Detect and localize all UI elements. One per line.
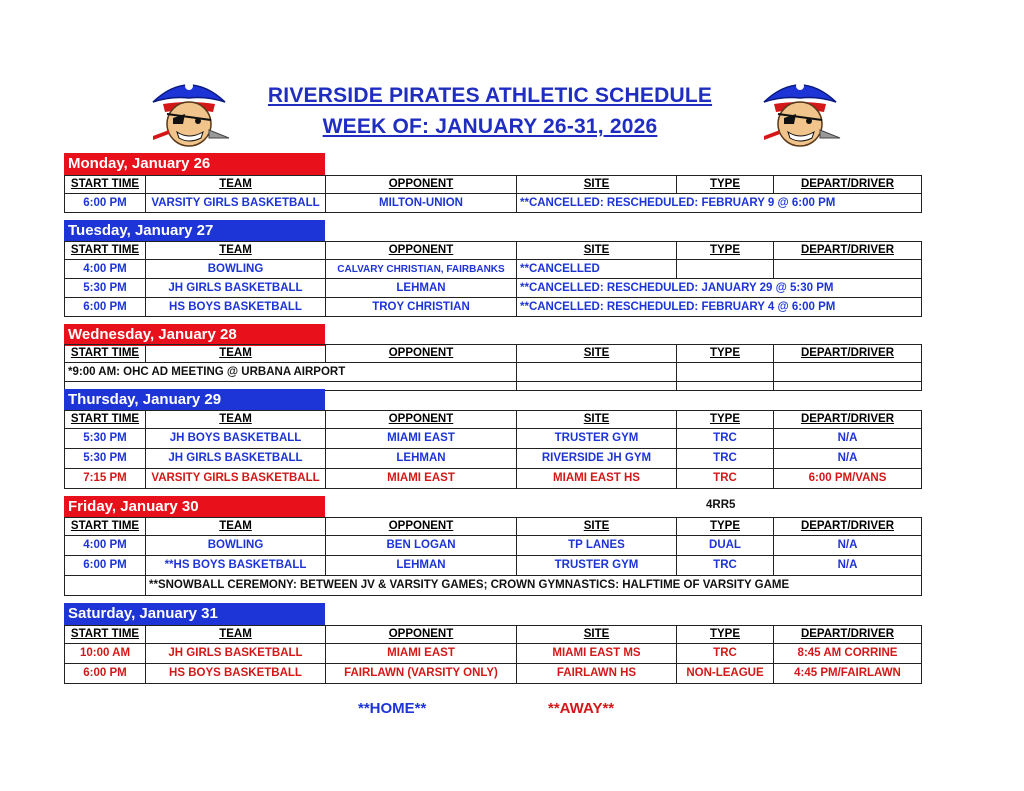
day-header-wednesday: Wednesday, January 28 — [64, 324, 325, 346]
day-header-tuesday: Tuesday, January 27 — [64, 220, 325, 242]
day-header-monday: Monday, January 26 — [64, 153, 325, 175]
col-type: TYPE — [677, 626, 774, 644]
table-row — [65, 363, 922, 382]
thursday-table — [64, 410, 922, 489]
opponent: BEN LOGAN — [326, 536, 517, 556]
start-time: 5:30 PM — [65, 449, 146, 469]
type: NON-LEAGUE — [677, 664, 774, 684]
col-opponent: OPPONENT — [326, 626, 517, 644]
saturday-table — [64, 625, 922, 684]
type: TRC — [677, 556, 774, 576]
start-time: 5:30 PM — [65, 279, 146, 298]
opponent: FAIRLAWN (VARSITY ONLY) — [326, 664, 517, 684]
empty-cell — [774, 363, 922, 382]
team: JH GIRLS BASKETBALL — [146, 449, 326, 469]
table-row — [65, 298, 922, 317]
col-opponent: OPPONENT — [326, 411, 517, 429]
col-depart-driver: DEPART/DRIVER — [774, 518, 922, 536]
col-opponent: OPPONENT — [326, 518, 517, 536]
col-team: TEAM — [146, 626, 326, 644]
col-team: TEAM — [146, 518, 326, 536]
col-site: SITE — [517, 518, 677, 536]
empty-cell — [677, 363, 774, 382]
team: HS BOYS BASKETBALL — [146, 298, 326, 317]
table-row — [65, 279, 922, 298]
header-row — [65, 176, 922, 194]
opponent: MILTON-UNION — [326, 194, 517, 213]
start-time: 6:00 PM — [65, 194, 146, 213]
start-time: 10:00 AM — [65, 644, 146, 664]
opponent: LEHMAN — [326, 279, 517, 298]
start-time: 4:00 PM — [65, 536, 146, 556]
col-opponent: OPPONENT — [326, 345, 517, 363]
site: MIAMI EAST HS — [517, 469, 677, 489]
meeting-note: *9:00 AM: OHC AD MEETING @ URBANA AIRPORT — [65, 363, 517, 382]
depart-driver: 4:45 PM/FAIRLAWN — [774, 664, 922, 684]
depart-driver: N/A — [774, 536, 922, 556]
empty-cell — [774, 382, 922, 391]
site: TRUSTER GYM — [517, 556, 677, 576]
cancellation-note: **CANCELLED: RESCHEDULED: FEBRUARY 9 @ 6:00 PM — [517, 194, 922, 213]
table-row — [65, 644, 922, 664]
col-team: TEAM — [146, 176, 326, 194]
col-site: SITE — [517, 626, 677, 644]
col-site: SITE — [517, 411, 677, 429]
friday-table — [64, 517, 922, 596]
header-row — [65, 345, 922, 363]
monday-table — [64, 175, 922, 213]
team: **HS BOYS BASKETBALL — [146, 556, 326, 576]
type — [677, 260, 774, 279]
col-team: TEAM — [146, 242, 326, 260]
team: JH BOYS BASKETBALL — [146, 429, 326, 449]
opponent: MIAMI EAST — [326, 429, 517, 449]
col-type: TYPE — [677, 345, 774, 363]
depart-driver — [774, 260, 922, 279]
pirate-logo-right-icon — [758, 72, 842, 152]
col-depart-driver: DEPART/DRIVER — [774, 345, 922, 363]
col-depart-driver: DEPART/DRIVER — [774, 242, 922, 260]
empty-cell — [517, 382, 677, 391]
type: DUAL — [677, 536, 774, 556]
legend-away: **AWAY** — [548, 700, 615, 717]
team: VARSITY GIRLS BASKETBALL — [146, 469, 326, 489]
col-start-time: START TIME — [65, 626, 146, 644]
header-row — [65, 626, 922, 644]
start-time: 6:00 PM — [65, 298, 146, 317]
col-type: TYPE — [677, 411, 774, 429]
depart-driver: N/A — [774, 556, 922, 576]
opponent: CALVARY CHRISTIAN, FAIRBANKS — [326, 260, 517, 279]
col-type: TYPE — [677, 176, 774, 194]
wednesday-table — [64, 344, 922, 391]
cancellation-note: **CANCELLED: RESCHEDULED: FEBRUARY 4 @ 6:00 PM — [517, 298, 922, 317]
opponent: TROY CHRISTIAN — [326, 298, 517, 317]
tuesday-table — [64, 241, 922, 317]
day-header-saturday: Saturday, January 31 — [64, 603, 325, 625]
site: TRUSTER GYM — [517, 429, 677, 449]
legend-home: **HOME** — [358, 700, 427, 717]
col-site: SITE — [517, 345, 677, 363]
opponent: MIAMI EAST — [326, 469, 517, 489]
empty-cell — [677, 382, 774, 391]
table-row — [65, 194, 922, 213]
empty-cell — [65, 576, 146, 596]
cancellation-note: **CANCELLED: RESCHEDULED: JANUARY 29 @ 5:30 PM — [517, 279, 922, 298]
table-row — [65, 664, 922, 684]
team: VARSITY GIRLS BASKETBALL — [146, 194, 326, 213]
start-time: 4:00 PM — [65, 260, 146, 279]
day-header-thursday: Thursday, January 29 — [64, 389, 325, 411]
table-row — [65, 429, 922, 449]
table-row — [65, 536, 922, 556]
site: **CANCELLED — [517, 260, 677, 279]
day-header-friday: Friday, January 30 — [64, 496, 325, 518]
col-depart-driver: DEPART/DRIVER — [774, 176, 922, 194]
col-opponent: OPPONENT — [326, 242, 517, 260]
col-depart-driver: DEPART/DRIVER — [774, 411, 922, 429]
table-row — [65, 260, 922, 279]
col-start-time: START TIME — [65, 518, 146, 536]
ceremony-note: **SNOWBALL CEREMONY: BETWEEN JV & VARSITY GAMES; CROWN GYMNASTICS: HALFTIME OF VARSITY GAME — [146, 576, 922, 596]
header-row — [65, 411, 922, 429]
start-time: 6:00 PM — [65, 556, 146, 576]
header-row — [65, 518, 922, 536]
col-start-time: START TIME — [65, 242, 146, 260]
type: TRC — [677, 429, 774, 449]
depart-driver: 6:00 PM/VANS — [774, 469, 922, 489]
schedule-title: RIVERSIDE PIRATES ATHLETIC SCHEDULE — [267, 84, 713, 107]
opponent: LEHMAN — [326, 556, 517, 576]
site: MIAMI EAST MS — [517, 644, 677, 664]
type: TRC — [677, 469, 774, 489]
site: TP LANES — [517, 536, 677, 556]
table-row — [65, 449, 922, 469]
header-row — [65, 242, 922, 260]
table-row — [65, 556, 922, 576]
team: JH GIRLS BASKETBALL — [146, 279, 326, 298]
team: JH GIRLS BASKETBALL — [146, 644, 326, 664]
col-type: TYPE — [677, 518, 774, 536]
col-site: SITE — [517, 176, 677, 194]
col-type: TYPE — [677, 242, 774, 260]
table-row — [65, 576, 922, 596]
col-opponent: OPPONENT — [326, 176, 517, 194]
empty-cell — [517, 363, 677, 382]
col-site: SITE — [517, 242, 677, 260]
team: HS BOYS BASKETBALL — [146, 664, 326, 684]
depart-driver: N/A — [774, 449, 922, 469]
table-row — [65, 469, 922, 489]
opponent: MIAMI EAST — [326, 644, 517, 664]
site: RIVERSIDE JH GYM — [517, 449, 677, 469]
site: FAIRLAWN HS — [517, 664, 677, 684]
opponent: LEHMAN — [326, 449, 517, 469]
type: TRC — [677, 644, 774, 664]
col-start-time: START TIME — [65, 176, 146, 194]
team: BOWLING — [146, 536, 326, 556]
depart-driver: N/A — [774, 429, 922, 449]
start-time: 5:30 PM — [65, 429, 146, 449]
col-team: TEAM — [146, 345, 326, 363]
col-depart-driver: DEPART/DRIVER — [774, 626, 922, 644]
col-start-time: START TIME — [65, 411, 146, 429]
schedule-week-subtitle: WEEK OF: JANUARY 26-31, 2026 — [322, 115, 658, 138]
col-team: TEAM — [146, 411, 326, 429]
depart-driver: 8:45 AM CORRINE — [774, 644, 922, 664]
pirate-logo-left-icon — [147, 72, 231, 152]
type: TRC — [677, 449, 774, 469]
start-time: 6:00 PM — [65, 664, 146, 684]
col-start-time: START TIME — [65, 345, 146, 363]
team: BOWLING — [146, 260, 326, 279]
start-time: 7:15 PM — [65, 469, 146, 489]
friday-note: 4RR5 — [706, 499, 736, 511]
